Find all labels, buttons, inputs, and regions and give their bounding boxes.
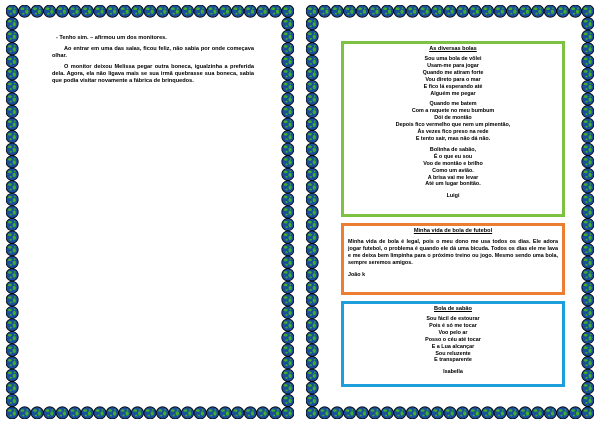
globe-icon [282,306,294,318]
globe-icon [282,68,294,80]
globe-icon [406,5,418,17]
globe-icon [257,407,269,419]
globe-icon [582,306,594,318]
globe-icon [94,5,106,17]
poem-box-bola-de-sabao [341,301,565,387]
story-paragraph: - Tenho sim. – afirmou um dos monitores. [56,35,167,41]
globe-icon [306,68,318,80]
globe-icon [269,407,281,419]
poem-line: A brisa vai me levar [427,174,479,181]
story-paragraph: O monitor deixou Melissa pegar outra boneca, igualzinha a preferida dela. Agora, ela não ligava mais se sua irmã quebrasse sua boneca, sabia que podia visitar novamente a fábrica de brinquedos. [52,63,254,85]
globe-icon [282,382,294,394]
right-page [306,5,594,419]
globe-icon [282,181,294,193]
globe-icon [6,294,18,306]
globe-icon [494,407,506,419]
globe-icon [306,382,318,394]
globe-icon [282,294,294,306]
globe-icon [282,55,294,67]
globe-icon [456,407,468,419]
globe-icon [106,5,118,17]
globe-icon [144,407,156,419]
globe-icon [306,344,318,356]
globe-icon [306,105,318,117]
poem-line: Depois fico vermelho que nem um pimentão, [395,122,511,129]
globe-icon [431,407,443,419]
globe-icon [544,5,556,17]
globe-icon [244,5,256,17]
globe-icon [582,156,594,168]
globe-icon [331,5,343,17]
poem-author: Isabella [443,369,463,376]
globe-icon [306,143,318,155]
globe-icon [582,369,594,381]
globe-icon [56,5,68,17]
globe-icon [156,407,168,419]
globe-icon [306,306,318,318]
globe-icon [394,5,406,17]
globe-icon [232,407,244,419]
globe-icon [306,118,318,130]
globe-icon [282,5,294,17]
globe-icon [282,131,294,143]
globe-icon [582,18,594,30]
poem-stanza [344,101,562,142]
globe-icon [6,55,18,67]
globe-icon [6,181,18,193]
poem-author: Luigi [446,193,460,200]
globe-icon [444,407,456,419]
poem-line: E tento sair, mas não dá não. [415,135,491,142]
globe-icon [306,331,318,343]
globe-icon [306,319,318,331]
globe-icon [582,181,594,193]
globe-icon [306,156,318,168]
poem-line: E a Lua alcançar [431,343,475,350]
globe-icon [6,281,18,293]
globe-icon [169,5,181,17]
globe-icon [6,18,18,30]
globe-icon [356,407,368,419]
globe-icon [282,218,294,230]
poem-line: Voo pelo ar [438,329,468,336]
globe-icon [306,218,318,230]
globe-icon [282,30,294,42]
globe-icon [582,331,594,343]
globe-icon [282,206,294,218]
globe-icon [282,80,294,92]
globe-icon [306,256,318,268]
poem-line: Sou fácil de estourar [426,316,480,322]
globe-icon [6,306,18,318]
globe-icon [306,281,318,293]
globe-icon [169,407,181,419]
globe-icon [582,231,594,243]
globe-icon [469,407,481,419]
globe-icon [44,5,56,17]
globe-icon [6,244,18,256]
globe-icon [207,5,219,17]
globe-icon [557,407,569,419]
left-page-content [32,31,268,393]
globe-icon [569,5,581,17]
globe-icon [194,407,206,419]
poem-prose: Minha vida de bola é legal, pois o meu dono me usa todos os dias. Ele adora jogar futebol, o problema é quando ele dá uma bicuda. Todos os dias ele me lava e me deixa bem limpinha para o próximo treino ou jogo. Mesmo sendo uma bola, sempre seremos amigos. [348,239,558,266]
globe-icon [257,5,269,17]
globe-icon [456,5,468,17]
globe-icon [232,5,244,17]
poem-line: Posso o céu até tocar [425,336,481,343]
globe-icon [507,407,519,419]
poem-stanza [344,316,562,364]
globe-icon [356,5,368,17]
globe-icon [306,93,318,105]
globe-icon [6,143,18,155]
globe-icon [469,5,481,17]
globe-icon [582,319,594,331]
globe-icon [419,407,431,419]
poem-line: Até um lugar bonitão. [425,181,481,188]
poem-stanza [344,147,562,188]
globe-icon [344,407,356,419]
globe-icon [269,5,281,17]
poem-line: Quando me atiram forte [422,69,484,76]
globe-icon [131,407,143,419]
globe-icon [557,5,569,17]
globe-icon [582,407,594,419]
globe-icon [306,294,318,306]
globe-icon [6,231,18,243]
poem-line: É o que eu sou [433,153,473,160]
globe-icon [44,407,56,419]
globe-icon [94,407,106,419]
globe-icon [156,5,168,17]
globe-icon [282,256,294,268]
poem-line: Voo de montão e brilho [423,160,483,167]
globe-icon [282,118,294,130]
globe-icon [369,407,381,419]
globe-icon [582,30,594,42]
globe-icon [6,168,18,180]
poem-line: Bolinha de sabão, [429,146,477,153]
globe-icon [282,331,294,343]
globe-icon [306,80,318,92]
poem-line: Usam-me para jogar [427,62,479,69]
globe-icon [582,206,594,218]
globe-icon [119,5,131,17]
poem-line: Dói de montão [434,115,472,122]
poem-author: João k [348,271,366,278]
globe-icon [6,369,18,381]
globe-icon [394,407,406,419]
globe-icon [282,269,294,281]
globe-icon [381,5,393,17]
globe-icon [6,30,18,42]
globe-icon [282,43,294,55]
globe-icon [582,5,594,17]
globe-icon [282,344,294,356]
globe-icon [6,357,18,369]
globe-icon [282,156,294,168]
globe-icon [282,281,294,293]
globe-icon [282,143,294,155]
globe-icon [282,394,294,406]
globe-icon [6,269,18,281]
globe-icon [369,5,381,17]
globe-icon [119,407,131,419]
globe-icon [207,407,219,419]
poem-title: Minha vida de bola de futebol [413,228,493,234]
globe-icon [582,68,594,80]
globe-icon [31,5,43,17]
globe-icon [81,5,93,17]
globe-icon [282,244,294,256]
globe-icon [144,5,156,17]
poem-line: Como um avião. [432,167,474,174]
poem-box-diversas-bolas [341,41,565,217]
globe-icon [582,394,594,406]
globe-icon [6,394,18,406]
globe-icon [306,168,318,180]
globe-icon [6,407,18,419]
globe-icon [282,357,294,369]
globe-icon [306,43,318,55]
globe-icon [282,168,294,180]
globe-icon [306,407,318,419]
globe-icon [306,269,318,281]
globe-icon [569,407,581,419]
globe-icon [582,43,594,55]
poem-line: E fico lá esperando até [423,83,483,90]
globe-icon [69,5,81,17]
globe-icon [6,43,18,55]
globe-icon [244,407,256,419]
globe-icon [419,5,431,17]
globe-icon [306,369,318,381]
globe-icon [282,93,294,105]
poem-title: As diversas bolas [429,46,477,52]
globe-icon [582,281,594,293]
globe-icon [282,105,294,117]
globe-icon [532,5,544,17]
globe-icon [582,244,594,256]
globe-icon [582,294,594,306]
globe-icon [406,407,418,419]
globe-icon [219,407,231,419]
globe-icon [6,68,18,80]
globe-icon [306,30,318,42]
globe-icon [6,344,18,356]
globe-icon [194,5,206,17]
globe-icon [6,5,18,17]
globe-icon [582,256,594,268]
globe-icon [306,244,318,256]
globe-icon [519,407,531,419]
globe-icon [582,357,594,369]
globe-icon [6,193,18,205]
globe-icon [6,319,18,331]
globe-icon [6,93,18,105]
poem-box-bola-de-futebol [341,223,565,295]
globe-icon [319,407,331,419]
globe-icon [582,168,594,180]
globe-icon [106,407,118,419]
globe-icon [306,206,318,218]
globe-icon [6,118,18,130]
globe-icon [519,5,531,17]
globe-icon [582,131,594,143]
globe-icon [582,218,594,230]
globe-icon [582,269,594,281]
poem-title: Bola de sabão [434,306,472,312]
story-text [52,35,254,89]
globe-icon [544,407,556,419]
globe-icon [582,344,594,356]
story-paragraph: Ao entrar em uma das salas, ficou feliz, não sabia por onde começava olhar. [52,45,254,59]
globe-icon [344,5,356,17]
globe-icon [319,5,331,17]
globe-icon [19,5,31,17]
globe-icon [81,407,93,419]
poem-line: Quando me batem [429,101,477,108]
globe-icon [381,407,393,419]
globe-icon [331,407,343,419]
globe-icon [282,369,294,381]
globe-icon [19,407,31,419]
globe-icon [306,55,318,67]
globe-icon [482,407,494,419]
poem-stanza [344,56,562,97]
left-page [6,5,294,419]
globe-icon [306,5,318,17]
globe-icon [306,18,318,30]
globe-icon [582,143,594,155]
right-page-content [332,31,568,393]
globe-icon [282,407,294,419]
globe-icon [482,5,494,17]
globe-icon [31,407,43,419]
globe-icon [582,193,594,205]
globe-icon [431,5,443,17]
globe-icon [182,5,194,17]
globe-icon [582,55,594,67]
globe-icon [444,5,456,17]
globe-icon [306,394,318,406]
poem-line: Alguém me pegar [430,90,476,97]
globe-icon [582,80,594,92]
globe-icon [6,256,18,268]
globe-icon [306,193,318,205]
globe-icon [69,407,81,419]
globe-icon [494,5,506,17]
globe-icon [282,193,294,205]
globe-icon [532,407,544,419]
globe-icon [582,118,594,130]
poem-line: Vou direto para o mar [425,76,481,83]
globe-icon [6,206,18,218]
globe-icon [131,5,143,17]
poem-line: Às vezes fico preso na rede [417,129,489,136]
poem-line: E transparente [434,357,472,364]
globe-icon [282,231,294,243]
globe-icon [182,407,194,419]
globe-icon [582,382,594,394]
globe-icon [582,93,594,105]
globe-icon [306,181,318,193]
globe-icon [6,105,18,117]
globe-icon [6,80,18,92]
poem-line: Sou reluzente [435,350,471,357]
poem-line: Sou uma bola de vôlei [424,56,482,62]
globe-icon [282,319,294,331]
globe-icon [582,105,594,117]
globe-icon [306,357,318,369]
poem-line: Com a raquete no meu bumbum [411,108,495,115]
globe-icon [282,18,294,30]
globe-icon [6,218,18,230]
globe-icon [507,5,519,17]
globe-icon [306,231,318,243]
globe-icon [6,331,18,343]
globe-icon [6,156,18,168]
globe-icon [6,131,18,143]
globe-icon [219,5,231,17]
globe-icon [56,407,68,419]
globe-icon [6,382,18,394]
poem-line: Pois é só me tocar [429,322,477,329]
globe-icon [306,131,318,143]
